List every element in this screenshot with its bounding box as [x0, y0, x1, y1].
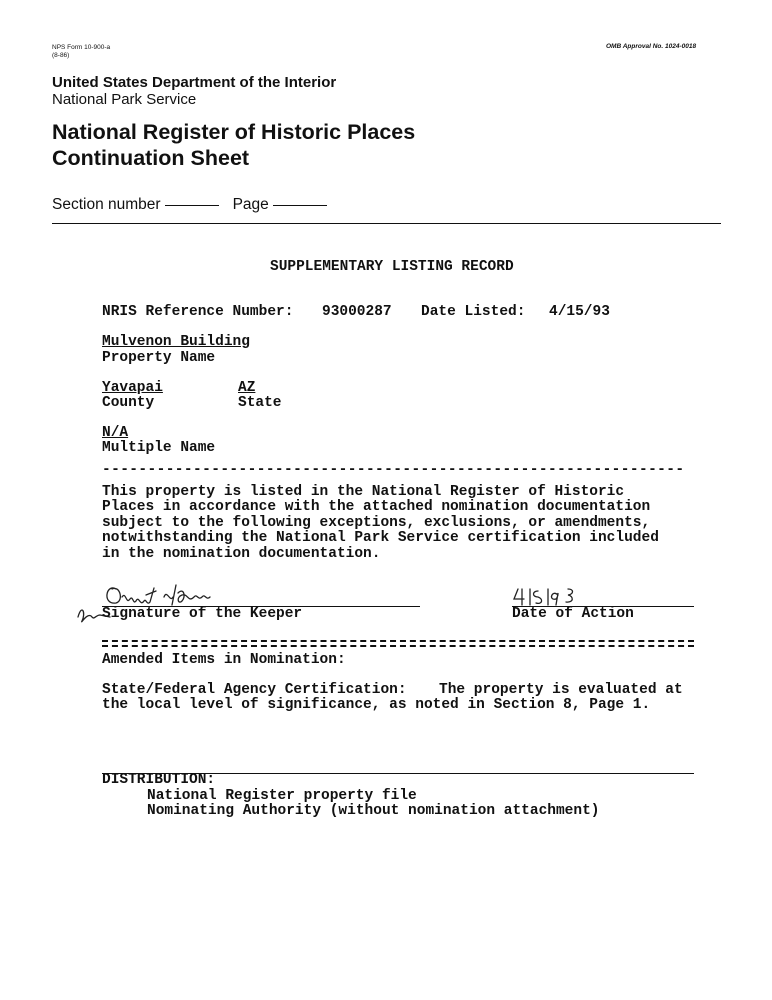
page-blank [273, 205, 327, 206]
form-number-text: NPS Form 10-900-a [52, 44, 111, 51]
keeper-signature [76, 575, 276, 635]
property-name-value: Mulvenon Building [102, 334, 250, 350]
agency-name: National Park Service [52, 91, 197, 108]
title-line-1: National Register of Historic Places [52, 120, 416, 144]
date-listed-value: 4/15/93 [549, 304, 610, 320]
distribution-item: Nominating Authority (without nomination attachment) [147, 803, 600, 819]
double-rule-top [102, 640, 694, 642]
title-line-2: Continuation Sheet [52, 146, 250, 170]
state-value: AZ [238, 380, 256, 396]
form-number [52, 44, 110, 60]
date-listed-label: Date Listed: [421, 304, 526, 320]
department-name: United States Department of the Interior [52, 74, 337, 91]
date-of-action-label: Date of Action [512, 606, 634, 622]
amended-items-label: Amended Items in Nomination: [102, 652, 346, 668]
page-label: Page [232, 196, 269, 213]
certification-text-2: the local level of significance, as noted in Section 8, Page 1. [102, 697, 651, 713]
certification-text-1: The property is evaluated at [439, 682, 683, 698]
listing-statement: This property is listed in the National Register of Historic Places in accordance with the attached nomination documentation subject to the following exceptions, exclusions, or amendments, notwithstanding the National Park Service certification included in the nomination documentation. [102, 484, 659, 562]
section-number-label: Section number [52, 196, 161, 213]
section-number-blank [165, 205, 219, 206]
page-title [52, 119, 415, 171]
nris-label: NRIS Reference Number: [102, 304, 294, 320]
multiple-name-label: Multiple Name [102, 440, 216, 456]
double-rule-bottom [102, 645, 694, 647]
dash-rule: ---------------------------------------------------------------- [102, 462, 685, 478]
form-date-text: (8-86) [52, 52, 70, 59]
nris-value: 93000287 [322, 304, 392, 320]
certification-label: State/Federal Agency Certification: [102, 682, 407, 698]
handwritten-date [512, 585, 602, 607]
property-name-label: Property Name [102, 350, 216, 366]
header-rule [52, 223, 721, 224]
state-label: State [238, 395, 282, 411]
section-page-row [52, 196, 341, 214]
signature-label: Signature of the Keeper [102, 606, 303, 622]
distribution-label: DISTRIBUTION: [102, 772, 216, 788]
omb-approval: OMB Approval No. 1024-0018 [606, 43, 697, 50]
county-value: Yavapai [102, 380, 163, 396]
record-heading: SUPPLEMENTARY LISTING RECORD [270, 259, 514, 275]
distribution-item: National Register property file [147, 788, 417, 804]
multiple-name-value: N/A [102, 425, 129, 441]
county-label: County [102, 395, 155, 411]
